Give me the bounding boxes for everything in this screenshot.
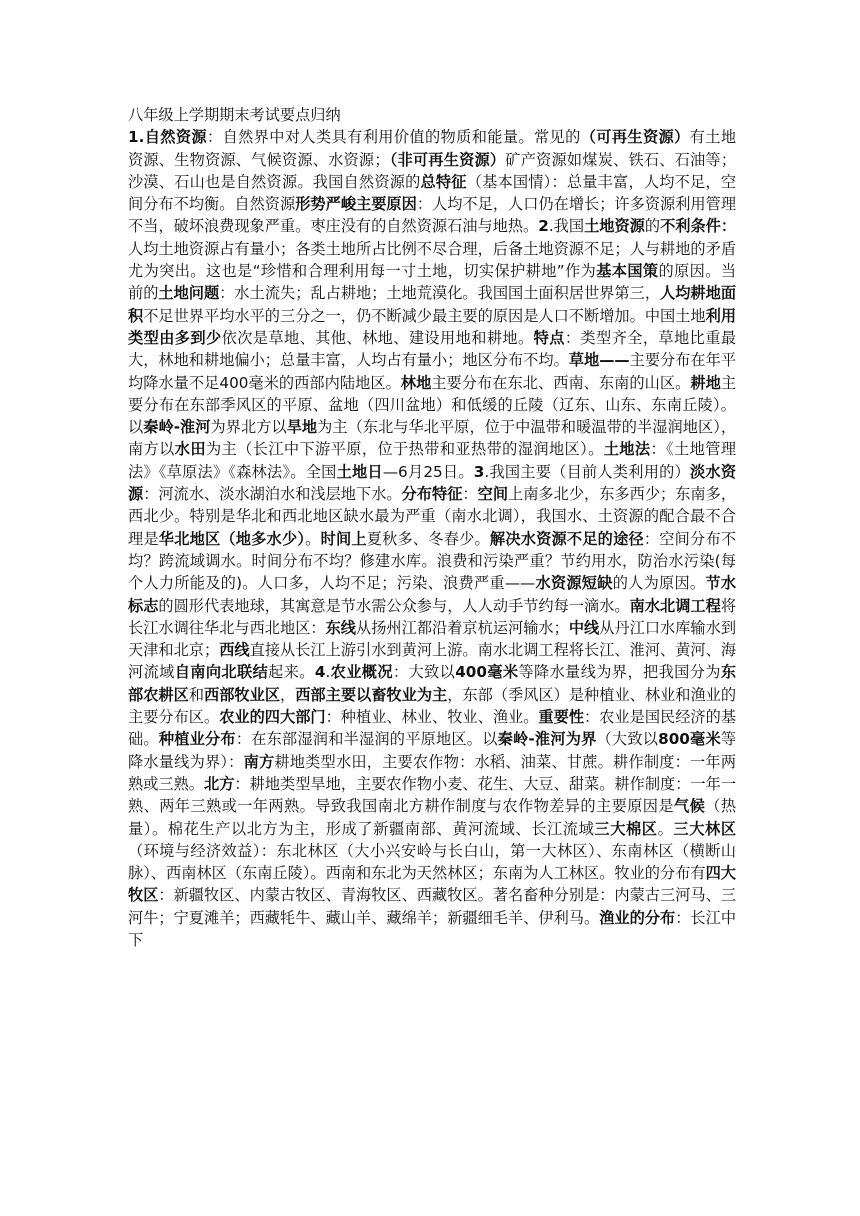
bold-text-run: 形势严峻主要原因	[295, 195, 417, 214]
text-run: 等降水量线为界）：	[128, 730, 737, 771]
text-run: 等降水量线为界，把我国分为	[518, 663, 721, 682]
text-run: 的	[644, 217, 661, 236]
text-run: 将长江水调往华北与西北地区：	[128, 596, 737, 637]
bold-text-run: （可再生资源）	[580, 128, 690, 147]
text-run: ：自然界中对人类具有利用价值的物质和能量。常见的	[207, 128, 581, 147]
bold-text-run: 淡水资源	[128, 462, 737, 504]
bold-text-run: 草地——	[568, 351, 630, 370]
bold-text-run: 400毫米	[455, 663, 519, 682]
bold-text-run: 秦岭-淮河为界	[497, 730, 597, 749]
text-run: 夏秋多、冬春少。	[366, 529, 490, 548]
bold-text-run: 利用类型由多到少	[128, 306, 737, 347]
text-run: .我国主要（目前人类利用的）	[484, 462, 690, 481]
text-run: 的圆形代表地球，其寓意是节水需公众参与，人人动手节约每一滴水。	[158, 596, 630, 615]
document-body	[128, 126, 736, 951]
text-run: 有土地资源、生物资源、气候资源、水资源；	[128, 128, 737, 169]
bold-text-run: 农业的四大部门	[219, 708, 326, 727]
text-run: .我国	[548, 217, 585, 236]
text-run: 为界北方以	[210, 418, 287, 437]
bold-text-run: 4	[314, 663, 326, 682]
text-run: 不足世界平均水平的三分之一，仍不断减少最主要的原因是人口不断增加。中国土地	[143, 306, 706, 325]
bold-text-run: 时间上	[320, 529, 367, 548]
bold-text-run: 土地问题	[158, 284, 220, 303]
bold-text-run: 西部主要以畜牧业为主	[295, 685, 448, 704]
bold-text-run: 不利条件：	[660, 217, 737, 236]
text-run: （热量）。棉花生产以北方为主，形成了新疆南部、黄河流域、长江流域	[128, 797, 737, 838]
text-run: ：农业是国民经济的基础。	[128, 708, 737, 749]
text-run: ：耕地类型旱地，主要农作物小麦、花生、大豆、甜菜。耕作制度：一年一熟、两年三熟或一年两熟。导致我国南北方耕作制度与农作物差异的主要原因是	[128, 774, 737, 816]
bold-text-run: 东部农耕区	[128, 663, 737, 704]
bold-text-run: （非可再生资源）	[389, 150, 506, 169]
text-run: ：长江中下	[128, 908, 737, 949]
text-run: （大致以	[596, 730, 659, 749]
bold-text-run: 东线	[325, 618, 357, 637]
text-run: （环境与经济效益）：东北林区（大小兴安岭与长白山，第一大林区）、东南林区（横断山脉）、西南林区（东南丘陵）。西南和东北为天然林区；东南为人工林区。牧业的分布有	[128, 841, 736, 883]
document-page	[128, 104, 736, 951]
bold-text-run: 旱地	[286, 418, 318, 437]
bold-text-run: 林地	[400, 373, 432, 392]
bold-text-run: 秦岭-淮河	[143, 418, 211, 437]
bold-text-run: 气候	[674, 797, 706, 816]
text-run: ：种植业、林业、牧业、渔业。	[325, 708, 539, 727]
bold-text-run: 节水标志	[128, 574, 737, 615]
bold-text-run: 分布特征	[401, 485, 463, 504]
bold-text-run: 1.自然资源	[128, 128, 207, 147]
bold-text-run: 基本国策	[596, 262, 659, 281]
text-run: .	[325, 663, 331, 682]
text-run: 矿产资源如煤炭、铁石、石油等；沙漠、石山也是自然资源。我国自然资源的	[128, 150, 737, 191]
bold-text-run: 重要性	[538, 708, 585, 727]
bold-text-run: 中线	[568, 618, 600, 637]
text-run: （基本国情）：总量丰富，人均不足，空间分布不均衡。自然资源	[128, 172, 737, 214]
text-run: 为主（东北与华北平原，位于中温带和暖温带的半湿润地区），南方以	[128, 418, 737, 459]
bold-text-run: 土地日	[336, 462, 383, 481]
text-run: ：大致以	[392, 663, 456, 682]
bold-text-run: 水资源短缺	[535, 574, 613, 593]
bold-text-run: 总特征	[420, 172, 467, 191]
text-run: 耕地类型水田，主要农作物：水稻、油菜、甘蔗。耕作制度：一年两熟或三熟。	[128, 752, 737, 793]
bold-text-run: 农业概况	[330, 663, 393, 682]
text-run: 依次是草地、其他、林地、建设用地和耕地。	[221, 328, 534, 347]
text-run: 的原因。当前的	[128, 262, 737, 303]
bold-text-run: 解决水资源不足的途径	[489, 529, 644, 548]
text-run: 直接从长江上游引水到黄河上游。南水北调工程将长江、淮河、黄河、海河流域	[128, 641, 737, 682]
bold-text-run: 西线	[219, 641, 250, 660]
text-run: 。	[305, 529, 321, 548]
text-run: 和	[188, 685, 205, 704]
text-run: 主要分布在年平均降水量不足400毫米的西部内陆地区。	[128, 351, 737, 392]
bold-text-run: 土地法	[603, 440, 651, 459]
text-run: ：《土地管理法》《草原法》《森林法》。全国	[128, 440, 737, 481]
bold-text-run: 四大牧区	[128, 864, 736, 905]
bold-text-run: 西部牧业区	[204, 685, 281, 704]
bold-text-run: 空间	[477, 485, 509, 504]
text-run: ：水土流失；乱占耕地；土地荒漠化。我国国土面积居世界第三，	[219, 284, 661, 303]
text-run: 从扬州江都沿着京杭运河输水；	[356, 618, 569, 637]
text-run: ：	[462, 485, 478, 504]
bold-text-run: 人均耕地面积	[128, 284, 737, 325]
text-run: ，	[280, 685, 296, 704]
bold-text-run: 渔业的分布	[599, 908, 676, 927]
text-run: 起来。	[268, 663, 315, 682]
text-run: —6月25日。	[382, 462, 474, 481]
text-run: 从丹江口水库输水到天津和北京；	[128, 618, 737, 660]
text-run: ：新疆牧区、内蒙古牧区、青海牧区、西藏牧区。著名畜种分别是：内蒙古三河马、三河牛；宁夏滩羊；西藏牦牛、藏山羊、藏绵羊；新疆细毛羊、伊利马。	[128, 886, 737, 927]
text-run: 人均土地资源占有量小；各类土地所占比例不尽合理，后备土地资源不足；人与耕地的矛盾尤为突出。这也是“珍惜和合理利用每一寸土地，切实保护耕地”作为	[128, 239, 736, 281]
bold-text-run: 耕地	[690, 373, 721, 392]
bold-text-run: 土地资源	[584, 217, 645, 236]
text-run: ：空间分布不均？跨流域调水。时间分布不均？修建水库。浪费和污染严重？节约用水，防治水污染(每个人力所能及的)。人口多，人均不足；污染、浪费严重——	[128, 529, 737, 593]
bold-text-run: 3	[473, 462, 485, 481]
bold-text-run: 南水北调工程	[629, 596, 721, 615]
text-run: ，东部（季风区）是种植业、林业和渔业的主要分布区。	[128, 685, 737, 727]
text-run: ：河流水、淡水湖泊水和浅层地下水。	[143, 485, 402, 504]
text-run: 。	[657, 819, 674, 838]
bold-text-run: 南方	[243, 752, 275, 771]
text-run: 上南多北少，东多西少；东南多，西北少。特别是华北和西北地区缺水最为严重（南水北调），我国水、土资源的配合最不合理是	[128, 485, 737, 548]
bold-text-run: 种植业分布	[158, 730, 236, 749]
bold-text-run: 北方	[204, 774, 235, 793]
text-run: 主要分布在东北、西南、东南的山区。	[431, 373, 691, 392]
document-title: 八年级上学期期末考试要点归纳	[128, 106, 341, 124]
bold-text-run: 特点	[533, 328, 565, 347]
bold-text-run: 三大棉区	[594, 819, 658, 838]
bold-text-run: 2	[538, 217, 549, 236]
bold-text-run: 水田	[174, 440, 206, 459]
bold-text-run: 华北地区（地多水少）	[158, 529, 306, 548]
text-run: 主要分布在东部季风区的平原、盆地（四川盆地）和低缓的丘陵（辽东、山东、东南丘陵）。以	[128, 373, 737, 437]
bold-text-run: 三大林区	[673, 819, 737, 838]
text-run: 为主（长江中下游平原，位于热带和亚热带的湿润地区）。	[205, 440, 604, 459]
text-run: ：类型齐全，草地比重最大，林地和耕地偏小；总量丰富，人均占有量小；地区分布不均。	[128, 328, 737, 370]
text-run: ：人均不足，人口仍在增长；许多资源利用管理不当，破坏浪费现象严重。枣庄没有的自然资源石油与地热。	[128, 195, 737, 236]
text-run: ：在东部湿润和半湿润的平原地区。以	[235, 730, 498, 749]
bold-text-run: 800毫米	[658, 730, 721, 749]
text-run: 的人为原因。	[612, 574, 706, 593]
bold-text-run: 自南向北联结	[174, 663, 269, 682]
